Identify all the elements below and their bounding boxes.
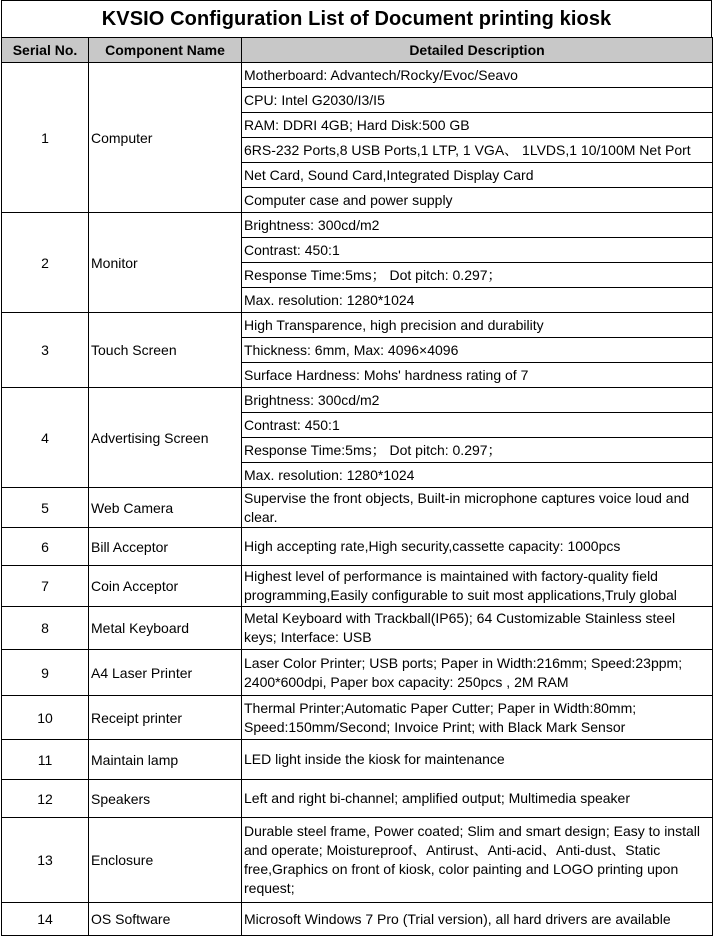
header-description: Detailed Description <box>242 38 713 63</box>
serial-number-cell: 10 <box>2 696 89 740</box>
serial-number-cell: 11 <box>2 740 89 780</box>
table-header-row <box>2 38 713 63</box>
component-name-cell: Monitor <box>89 213 242 313</box>
component-name-cell: OS Software <box>89 903 242 936</box>
description-cell: RAM: DDRI 4GB; Hard Disk:500 GB <box>242 113 713 138</box>
description-cell: High accepting rate,High security,cassette capacity: 1000pcs <box>242 528 713 566</box>
description-cell: Surface Hardness: Mohs' hardness rating of 7 <box>242 363 713 388</box>
component-name-cell: Computer <box>89 63 242 213</box>
component-name-cell: Advertising Screen <box>89 388 242 488</box>
description-cell: 6RS-232 Ports,8 USB Ports,1 LTP, 1 VGA、 1LVDS,1 10/100M Net Port <box>242 138 713 163</box>
serial-number-cell: 2 <box>2 213 89 313</box>
table-row <box>2 650 713 696</box>
description-cell: Microsoft Windows 7 Pro (Trial version), all hard drivers are available <box>242 903 713 936</box>
header-serial: Serial No. <box>2 38 89 63</box>
table-row <box>2 528 713 566</box>
description-cell: Thickness: 6mm, Max: 4096×4096 <box>242 338 713 363</box>
description-cell: Supervise the front objects, Built-in microphone captures voice loud and clear. <box>242 488 713 528</box>
description-cell: Brightness: 300cd/m2 <box>242 388 713 413</box>
description-cell: Motherboard: Advantech/Rocky/Evoc/Seavo <box>242 63 713 88</box>
table-row <box>2 740 713 780</box>
description-cell: Metal Keyboard with Trackball(IP65); 64 Customizable Stainless steel keys; Interface: USB <box>242 607 713 650</box>
component-name-cell: Touch Screen <box>89 313 242 388</box>
description-cell: High Transparence, high precision and durability <box>242 313 713 338</box>
description-cell: Response Time:5ms； Dot pitch: 0.297； <box>242 438 713 463</box>
configuration-table <box>1 37 713 936</box>
table-row <box>2 607 713 650</box>
serial-number-cell: 6 <box>2 528 89 566</box>
serial-number-cell: 8 <box>2 607 89 650</box>
serial-number-cell: 13 <box>2 818 89 903</box>
description-cell: LED light inside the kiosk for maintenance <box>242 740 713 780</box>
page-title: KVSIO Configuration List of Document printing kiosk <box>1 0 712 37</box>
description-cell: Max. resolution: 1280*1024 <box>242 288 713 313</box>
serial-number-cell: 3 <box>2 313 89 388</box>
table-row <box>2 566 713 607</box>
table-row <box>2 903 713 936</box>
component-name-cell: Metal Keyboard <box>89 607 242 650</box>
component-name-cell: A4 Laser Printer <box>89 650 242 696</box>
component-name-cell: Speakers <box>89 780 242 818</box>
description-cell: Laser Color Printer; USB ports; Paper in Width:216mm; Speed:23ppm; 2400*600dpi, Paper box capacity: 250pcs , 2M RAM <box>242 650 713 696</box>
description-cell: Thermal Printer;Automatic Paper Cutter; Paper in Width:80mm; Speed:150mm/Second; Invoice Print; with Black Mark Sensor <box>242 696 713 740</box>
description-cell: Durable steel frame, Power coated; Slim and smart design; Easy to install and operate; Moistureproof、Antirust、Anti-acid、Anti-dust、Static free,Graphics on front of kiosk, color painting and LOGO printing upon request; <box>242 818 713 903</box>
component-name-cell: Maintain lamp <box>89 740 242 780</box>
table-row <box>2 696 713 740</box>
component-name-cell: Web Camera <box>89 488 242 528</box>
description-cell: CPU: Intel G2030/I3/I5 <box>242 88 713 113</box>
component-name-cell: Coin Acceptor <box>89 566 242 607</box>
description-cell: Net Card, Sound Card,Integrated Display Card <box>242 163 713 188</box>
table-body <box>2 63 713 936</box>
table-row <box>2 818 713 903</box>
description-cell: Left and right bi-channel; amplified output; Multimedia speaker <box>242 780 713 818</box>
serial-number-cell: 12 <box>2 780 89 818</box>
description-cell: Highest level of performance is maintained with factory-quality field programming,Easily configurable to suit most applications,Truly global <box>242 566 713 607</box>
serial-number-cell: 14 <box>2 903 89 936</box>
description-cell: Max. resolution: 1280*1024 <box>242 463 713 488</box>
header-component: Component Name <box>89 38 242 63</box>
component-name-cell: Enclosure <box>89 818 242 903</box>
description-cell: Contrast: 450:1 <box>242 238 713 263</box>
serial-number-cell: 9 <box>2 650 89 696</box>
serial-number-cell: 4 <box>2 388 89 488</box>
table-row <box>2 63 713 88</box>
description-cell: Contrast: 450:1 <box>242 413 713 438</box>
serial-number-cell: 7 <box>2 566 89 607</box>
description-cell: Computer case and power supply <box>242 188 713 213</box>
table-row <box>2 388 713 413</box>
component-name-cell: Receipt printer <box>89 696 242 740</box>
table-row <box>2 488 713 528</box>
table-row <box>2 780 713 818</box>
description-cell: Response Time:5ms； Dot pitch: 0.297； <box>242 263 713 288</box>
configuration-sheet <box>1 0 712 936</box>
table-row <box>2 313 713 338</box>
serial-number-cell: 5 <box>2 488 89 528</box>
description-cell: Brightness: 300cd/m2 <box>242 213 713 238</box>
serial-number-cell: 1 <box>2 63 89 213</box>
table-row <box>2 213 713 238</box>
component-name-cell: Bill Acceptor <box>89 528 242 566</box>
